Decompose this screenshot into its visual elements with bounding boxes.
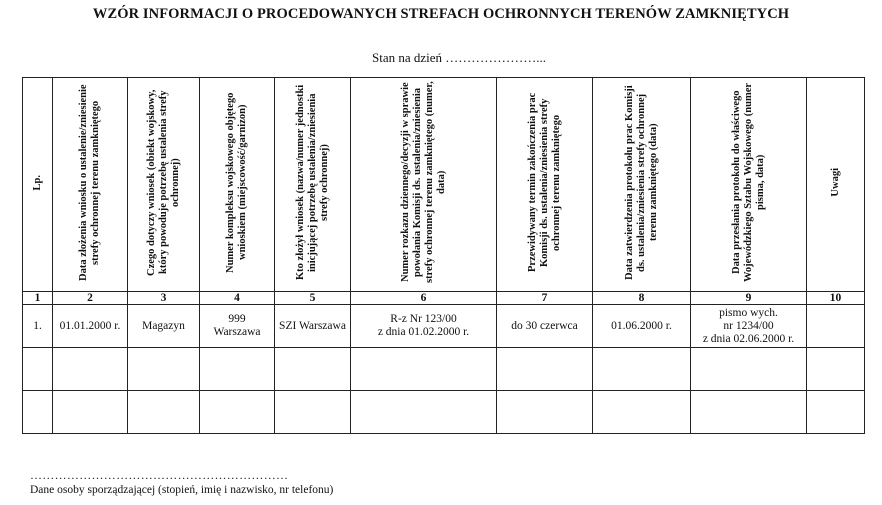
cell-uwagi [807,305,865,348]
cell-numer-kompleksu: 999 Warszawa [200,305,275,348]
column-number: 5 [275,292,351,305]
cell-termin: do 30 czerwca [497,305,593,348]
header-uwagi: Uwagi [807,78,865,292]
column-number: 7 [497,292,593,305]
cell-kto-zlozyl: SZI Warszawa [275,305,351,348]
empty-row [23,348,865,391]
header-lp: Lp. [23,78,53,292]
column-number: 9 [691,292,807,305]
document-title: WZÓR INFORMACJI O PROCEDOWANYCH STREFACH OCHRONNYCH TERENÓW ZAMKNIĘTYCH [92,6,790,22]
cell-data-zatwierdzenia: 01.06.2000 r. [593,305,691,348]
header-numer-rozkazu: Numer rozkazu dziennego/decyzji w sprawie powołania Komisji ds. ustalenia/zniesienia strefy ochronnej terenu zamkniętego (numer, data) [351,78,497,292]
cell-data-zlozenia: 01.01.2000 r. [53,305,128,348]
table-row [23,305,865,348]
column-number: 10 [807,292,865,305]
header-data-przeslania: Data przesłania protokołu do właściwego Wojewódzkiego Sztabu Wojskowego (numer pisma, data) [691,78,807,292]
signature-caption: Dane osoby sporządzającej (stopień, imię i nazwisko, nr telefonu) [30,484,334,496]
column-number: 8 [593,292,691,305]
empty-row [23,391,865,434]
header-termin: Przewidywany termin zakończenia prac Komisji ds. ustalenia/zniesienia strefy ochronnej terenu zamkniętego [497,78,593,292]
header-data-zatwierdzenia: Data zatwierdzenia protokołu prac Komisji ds. ustalenia/zniesienia strefy ochronnej terenu zamkniętego (data) [593,78,691,292]
cell-czego-dotyczy: Magazyn [128,305,200,348]
cell-data-przeslania: pismo wych. nr 1234/00 z dnia 02.06.2000 r. [691,305,807,348]
cell-lp: 1. [23,305,53,348]
column-number: 3 [128,292,200,305]
information-table [22,77,865,434]
date-as-of: Stan na dzień …………………... [372,50,547,65]
column-number: 2 [53,292,128,305]
header-data-zlozenia: Data złożenia wniosku o ustalenie/zniesienie strefy ochronnej terenu zamkniętego [53,78,128,292]
column-number: 6 [351,292,497,305]
signature-line: ……………………………………………………… [30,468,289,482]
header-numer-kompleksu: Numer kompleksu wojskowego objętego wnioskiem (miejscowość/garnizon) [200,78,275,292]
header-kto-zlozyl: Kto złożył wniosek (nazwa/numer jednostki inicjującej potrzebę ustalenia/zniesienia strefy ochronnej) [275,78,351,292]
header-czego-dotyczy: Czego dotyczy wniosek (obiekt wojskowy, który powoduje potrzebę ustalenia strefy ochronnej) [128,78,200,292]
cell-numer-rozkazu: R-z Nr 123/00 z dnia 01.02.2000 r. [351,305,497,348]
column-number-row [23,292,865,305]
column-number: 1 [23,292,53,305]
column-number: 4 [200,292,275,305]
header-row [23,78,865,292]
